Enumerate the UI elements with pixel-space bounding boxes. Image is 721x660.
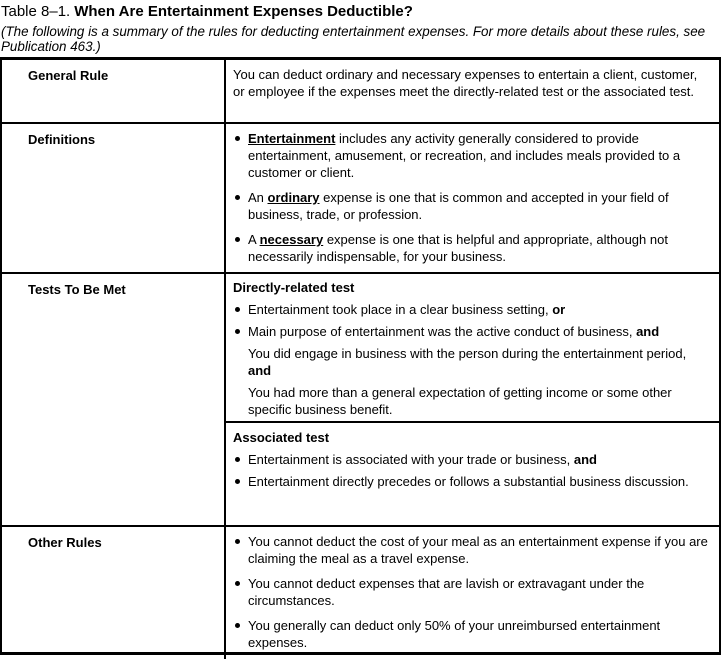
table-number: Table 8–1. [1, 3, 71, 20]
definition-entertainment: Entertainment includes any activity generally considered to provide entertainment, amusement, or recreation, and includes meals provided to a customer or client. [248, 131, 681, 180]
other-rule-text: You cannot deduct expenses that are lavish or extravagant under the circumstances. [248, 576, 645, 608]
table-subtitle: (The following is a summary of the rules for deducting entertainment expenses. For more details about these rules, see Publication 463.) [1, 24, 706, 54]
definition-ordinary: An ordinary expense is one that is common and accepted in your field of business, trade, or profession. [248, 190, 669, 222]
bullet-icon [235, 539, 240, 544]
list-item [233, 617, 709, 651]
list-item [233, 301, 709, 318]
list-item [233, 323, 709, 340]
section-heading-associated: Associated test [233, 430, 330, 445]
bullet-icon [235, 581, 240, 586]
bullet-icon [235, 479, 240, 484]
bullet-icon [235, 237, 240, 242]
defined-term: Entertainment [248, 131, 336, 146]
bullet-icon [235, 329, 240, 334]
list-item [233, 231, 709, 265]
general-rule-text: You can deduct ordinary and necessary expenses to entertain a client, customer, or employee if the expenses meet the directly-related test or the associated test. [233, 67, 698, 99]
list-item [233, 533, 709, 567]
bullet-icon [235, 307, 240, 312]
test-bullet: Entertainment is associated with your trade or business, and [248, 452, 598, 467]
table-row-definitions [2, 122, 719, 272]
row-label-general-rule: General Rule [2, 60, 226, 122]
test-bullet: Entertainment took place in a clear business setting, or [248, 302, 566, 317]
table-title [0, 0, 721, 21]
row-label-definitions: Definitions [2, 124, 226, 273]
row-label-other-rules: Other Rules [2, 527, 226, 659]
rules-table [0, 57, 721, 655]
test-bullet: Main purpose of entertainment was the active conduct of business, and [248, 324, 660, 339]
table-heading: When Are Entertainment Expenses Deductible? [74, 3, 413, 20]
bullet-icon [235, 457, 240, 462]
bullet-icon [235, 136, 240, 141]
list-item [233, 130, 709, 181]
table-row-other-rules [2, 525, 719, 652]
table-row-tests [2, 272, 719, 525]
bullet-icon [235, 195, 240, 200]
defined-term: necessary [259, 232, 324, 247]
associated-test-section [226, 421, 719, 525]
list-item [233, 451, 709, 468]
table-row-general-rule [2, 60, 719, 122]
section-heading-directly-related: Directly-related test [233, 280, 355, 295]
test-subparagraph: You had more than a general expectation of getting income or some other specific business benefit. [248, 385, 672, 417]
test-bullet: Entertainment directly precedes or follows a substantial business discussion. [248, 474, 689, 489]
directly-related-test-section [226, 274, 719, 421]
defined-term: ordinary [267, 190, 320, 205]
list-item [233, 473, 709, 490]
other-rule-text: You generally can deduct only 50% of your unreimbursed entertainment expenses. [248, 618, 661, 650]
other-rule-text: You cannot deduct the cost of your meal as an entertainment expense if you are claiming the meal as a travel expense. [248, 534, 708, 566]
definition-necessary: A necessary expense is one that is helpful and appropriate, although not necessarily indispensable, for your business. [248, 232, 668, 264]
row-label-tests: Tests To Be Met [2, 274, 226, 525]
test-subparagraph: You did engage in business with the person during the entertainment period, and [248, 346, 687, 378]
list-item [233, 189, 709, 223]
list-item [233, 575, 709, 609]
bullet-icon [235, 623, 240, 628]
